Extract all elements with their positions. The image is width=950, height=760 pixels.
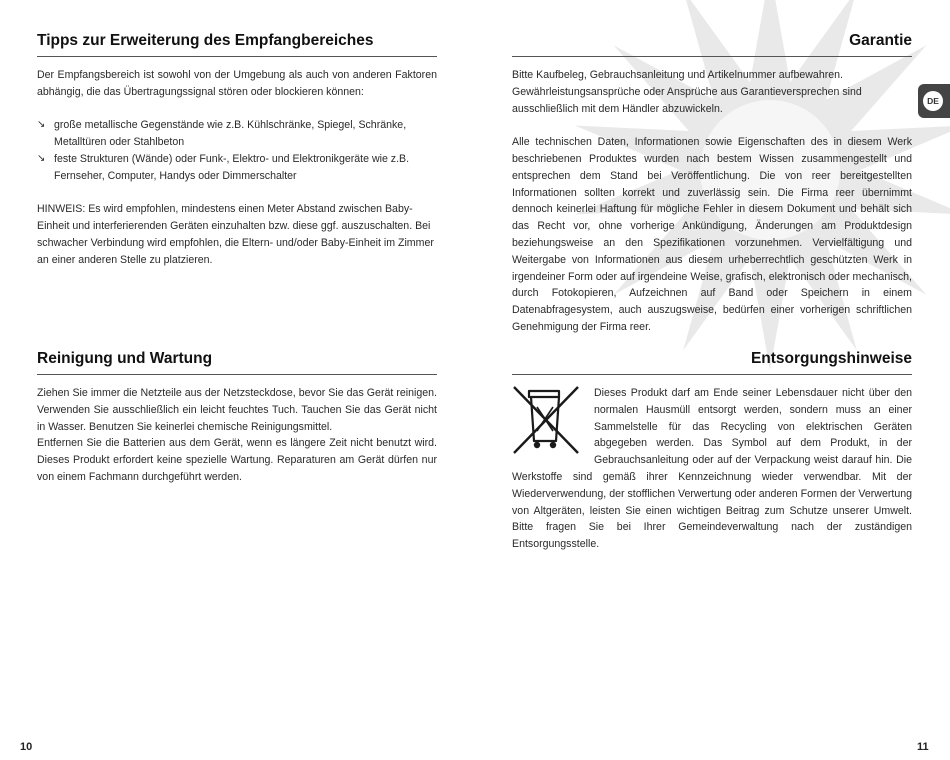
arrow-bullet-icon: ↘ [37,119,46,131]
disposal-paragraph: Dieses Produkt darf am Ende seiner Lebensdauer nicht über den normalen Hausmüll entsorgt werden, sondern muss an einer Sammelstelle für das Recycling von elektrischen Geräten abgegeben werden. Das Symbol auf dem Produkt, in der Gebrauchsanleitung oder auf der Verpackung weist darauf hin. Die Werkstoffe sind gemäß ihrer Kennzeichnung wieder verwendbar. Mit der Wiederverwendung, der stofflichen Verwertung oder anderen Formen der Verwertung von Altgeräten, leisten Sie einen wichtigen Beitrag zum Schutze unserer Umwelt. Bitte fragen Sie bei Ihrer Gemeindeverwaltung nach der zuständigen Entsorgungsstelle. [512,387,912,551]
reception-note: HINWEIS: Es wird empfohlen, mindestens einen Meter Abstand zwischen Baby-Einheit und interferierenden Geräten einzuhalten bzw. diese ggf. auszuschalten. Bei schwacher Verbindung wird empfohlen, die Eltern- und/oder Baby-Einheit im Zimmer an einer anderen Stelle zu platzieren. [37,203,434,266]
language-label: DE [923,91,943,111]
interference-list [37,117,437,184]
crossed-out-wheelie-bin-icon [512,385,582,455]
cleaning-paragraph-1: Ziehen Sie immer die Netzteile aus der Netzsteckdose, bevor Sie das Gerät reinigen. Verwenden Sie ausschließlich ein leicht feuchtes Tuch. Tauchen Sie das Gerät nicht in Wasser. Benutzen Sie keinerlei chemische Reinigungsmittel. [37,387,437,433]
heading-cleaning: Reinigung und Wartung [37,348,437,375]
page-number-right: 11 [917,741,929,753]
reception-intro: Der Empfangsbereich ist sowohl von der Umgebung als auch von anderen Faktoren abhängig, die das Übertragungssignal stören oder blockieren können: [37,69,437,98]
language-tab [918,84,950,118]
warranty-paragraph-1: Bitte Kaufbeleg, Gebrauchsanleitung und Artikelnummer aufbewahren. Gewährleistungsansprüche oder Ansprüche aus Garantieversprechen sind ausschließlich mit dem Händler abzuwickeln. [512,69,862,115]
heading-disposal: Entsorgungshinweise [512,348,912,375]
warranty-paragraph-2: Alle technischen Daten, Informationen sowie Eigenschaften des in diesem Werk beschriebenen Produktes wurden nach bestem Wissen zusammengestellt und entsprechen dem Stand bei Veröffentlichung. Die von reer bereitgestellten Informationen sollten korrekt und zuverlässig sein. Die Firma reer übernimmt dennoch keinerlei Haftung für mögliche Fehler in diesem Dokument und behält sich das Recht vor, ohne vorherige Ankündigung, Änderungen am Produktdesign beziehungsweise an den Spezifikationen vorzunehmen. Vervielfältigung und Weitergabe von Informationen aus diesem urheberrechtlich geschützten Werk in irgendeiner Form oder auf irgendeine Weise, grafisch, elektronisch oder mechanisch, durch Fotokopieren, Aufzeichnen auf Band oder Speichern in einem Datenabfragesystem, auch auszugsweise, bedürfen einer vorherigen schriftlichen Genehmigung der Firma reer. [512,136,912,333]
heading-warranty: Garantie [512,30,912,57]
page-number-left: 10 [20,741,33,753]
arrow-bullet-icon: ↘ [37,152,46,164]
section-cleaning [37,348,437,486]
section-reception-tips [37,30,437,269]
section-disposal [512,348,912,553]
section-warranty [512,30,912,336]
list-item: ↘ feste Strukturen (Wände) oder Funk-, Elektro- und Elektronikgeräte wie z.B. Fernseher, Computer, Handys oder Dimmerschalter [37,152,410,182]
cleaning-paragraph-2: Entfernen Sie die Batterien aus dem Gerät, wenn es längere Zeit nicht benutzt wird. Dieses Produkt erfordert keine spezielle Wartung. Reparaturen am Gerät dürfen nur von einem Fachmann durchgeführt werden. [37,437,437,483]
list-item: ↘ große metallische Gegenstände wie z.B. Kühlschränke, Spiegel, Schränke, Metalltüren oder Stahlbeton [37,119,407,149]
heading-reception-tips: Tipps zur Erweiterung des Empfangbereiches [37,30,437,57]
